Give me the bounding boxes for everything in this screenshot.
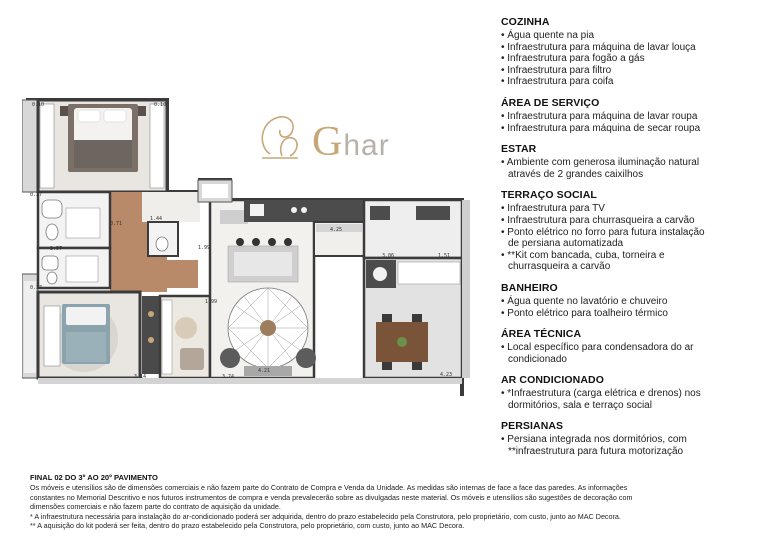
- master-bedroom: [38, 100, 167, 192]
- spec-item: • *Infraestrutura (carga elétrica e drenos) nos: [501, 388, 763, 400]
- footer-line: ** A aquisição do kit poderá ser feita, dentro do prazo estabelecido pela Construtora, pelo proprietário, com custo, junto ao MAC Decora.: [30, 521, 465, 531]
- footer-title: FINAL 02 DO 3º AO 20º PAVIMENTO: [30, 473, 158, 482]
- spec-item: • Infraestrutura para churrasqueira a carvão: [501, 215, 763, 227]
- plan-dim: 1.99: [198, 245, 211, 251]
- spec-section-title: COZINHA: [501, 16, 550, 28]
- spec-item: • Ambiente com generosa iluminação natural: [501, 157, 763, 169]
- spec-item: • Ponto elétrico no forro para futura instalação: [501, 227, 763, 239]
- spec-item: • Infraestrutura para filtro: [501, 65, 763, 77]
- spec-item: • **Kit com bancada, cuba, torneira e: [501, 250, 763, 262]
- plan-dim: 4.21: [258, 368, 271, 374]
- footer-line: * A infraestrutura necessária para instalação do ar-condicionado poderá ser adquirida, dentro do prazo estabelecido pela Construtora, pelo proprietário, com custo, junto ao MAC Decora.: [30, 511, 621, 521]
- plan-dim: 1.51: [438, 253, 451, 259]
- plan-dim: 3.74: [222, 374, 235, 380]
- footer-line: Os móveis e utensílios são de dimensões comerciais e não fazem parte do Contrato de Compra e Venda da Unidade. As medidas são internas de face a face das paredes. As informações: [30, 483, 628, 492]
- plan-dim: 1.44: [150, 216, 163, 222]
- spec-item: através de 2 grandes caixilhos: [508, 168, 644, 180]
- plan-dim: 0.37: [30, 285, 43, 291]
- plan-dim: 4.25: [330, 227, 343, 233]
- spec-item: • Infraestrutura para máquina de secar roupa: [501, 123, 763, 135]
- brand-logo: [312, 118, 390, 166]
- footer-notes: [30, 473, 765, 531]
- spec-section: [501, 97, 763, 134]
- brand-logo-suffix: har: [343, 129, 390, 162]
- spec-section: [501, 282, 763, 319]
- spec-item: • Ponto elétrico para toalheiro térmico: [501, 308, 763, 320]
- plan-dim: 0.71: [110, 221, 123, 227]
- plan-dim: 0.10: [154, 102, 167, 108]
- terrace: [364, 200, 462, 378]
- spec-section-title: PERSIANAS: [501, 420, 564, 433]
- spec-item: • Infraestrutura para máquina de lavar roupa: [501, 111, 763, 123]
- plan-dim: 4.23: [440, 372, 453, 378]
- spec-section: [501, 143, 763, 180]
- spec-section-title: ÁREA DE SERVIÇO: [501, 96, 600, 109]
- footer-line: constantes no Memorial Descritivo e nos futuros instrumentos de compra e venda prevalecerão sobre as divulgadas neste material. Os móveis e utensílios são sugestões de decoração com: [30, 492, 633, 502]
- living-room: [210, 200, 316, 378]
- brand-logo-letter: G: [312, 119, 344, 165]
- spec-item: • Infraestrutura para TV: [501, 203, 763, 215]
- spec-item: • Infraestrutura para coifa: [501, 76, 763, 88]
- spec-section-title: BANHEIRO: [501, 281, 558, 294]
- spec-item: condicionado: [508, 353, 567, 365]
- spec-item: churrasqueira a carvão: [508, 261, 611, 273]
- spec-section-title: ÁREA TÉCNICA: [501, 328, 582, 341]
- spec-item: **infraestrutura para futura motorização: [508, 446, 684, 458]
- plan-dim: 3.06: [382, 253, 395, 259]
- spec-section: [501, 374, 763, 411]
- spec-section-title: AR CONDICIONADO: [501, 374, 604, 387]
- plan-dim: 3.14: [134, 374, 147, 380]
- spec-section: [501, 189, 763, 273]
- spec-item: • Água quente na pia: [501, 30, 763, 42]
- spec-item: de persiana automatizada: [508, 238, 624, 250]
- spec-section: [501, 16, 763, 88]
- footer-line: dimensões comerciais e não fazem parte do contrato de aquisição da unidade.: [30, 502, 281, 512]
- office: [160, 296, 210, 378]
- spec-item: dormitórios, sala e terraço social: [508, 399, 652, 411]
- spec-section-title: TERRAÇO SOCIAL: [501, 189, 597, 202]
- spec-item: • Persiana integrada nos dormitórios, com: [501, 434, 763, 446]
- spec-section: [501, 328, 763, 365]
- spec-item: • Local específico para condensadora do ar: [501, 342, 763, 354]
- left-balcony: [22, 100, 38, 192]
- plan-dim: 0.27: [30, 192, 43, 198]
- plan-dim: 2.57: [50, 246, 63, 252]
- spec-item: • Infraestrutura para máquina de lavar louça: [501, 42, 763, 54]
- plan-dim: 1.99: [205, 299, 218, 305]
- spec-item: • Infraestrutura para fogão a gás: [501, 53, 763, 65]
- spec-item: • Água quente no lavatório e chuveiro: [501, 296, 763, 308]
- spec-section-title: ESTAR: [501, 143, 537, 156]
- spec-section: [501, 420, 763, 457]
- plan-dim: 0.10: [32, 102, 45, 108]
- specs-list: [501, 16, 763, 467]
